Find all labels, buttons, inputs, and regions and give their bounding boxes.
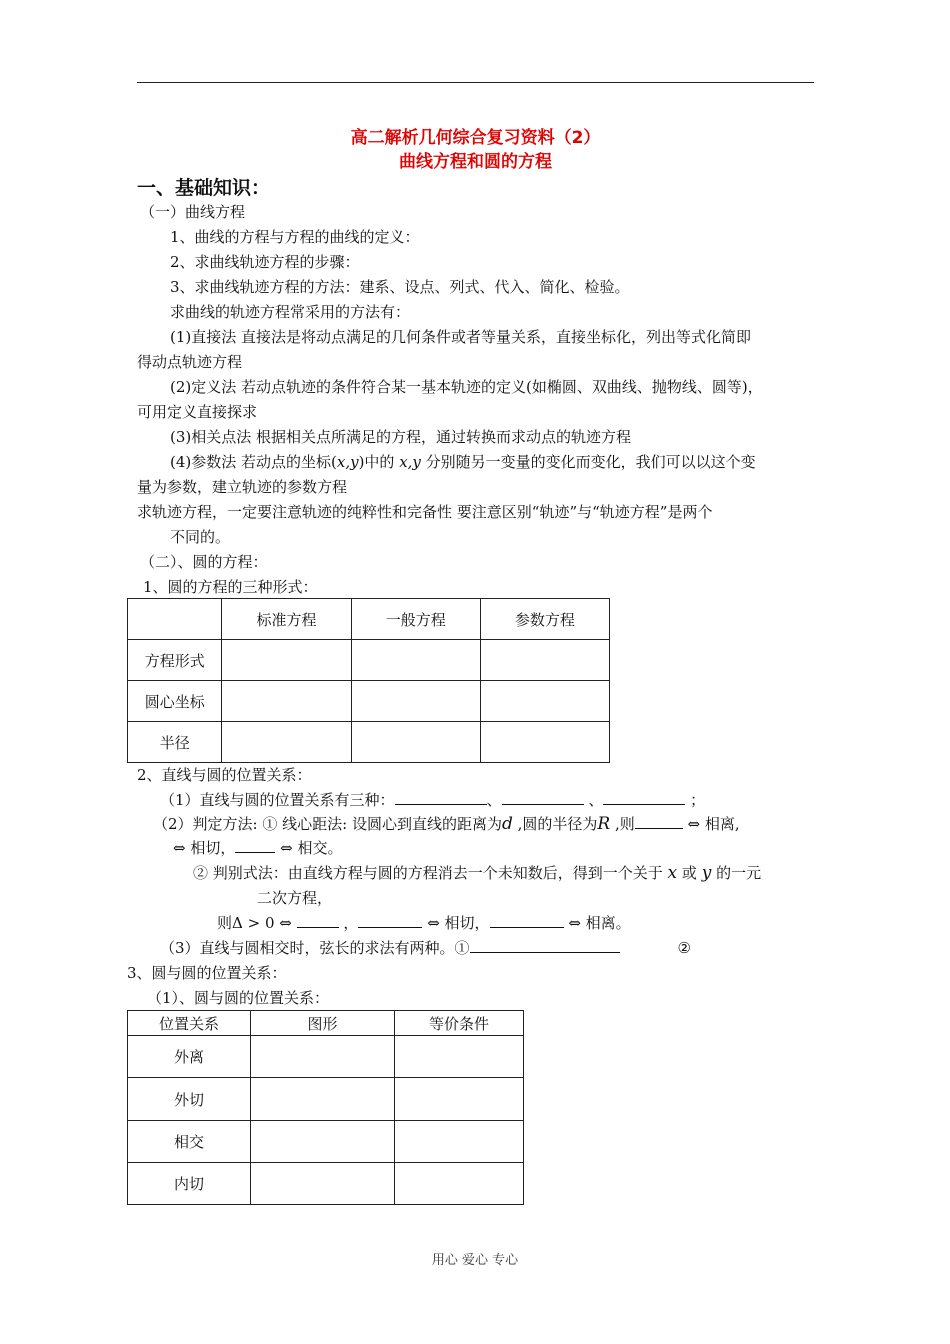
table1-cell — [480, 722, 609, 763]
table2-row-label: 相交 — [128, 1121, 251, 1163]
table1-cell — [480, 640, 609, 681]
circle-relations-table — [127, 1010, 524, 1205]
doc-title: 高二解析几何综合复习资料（2） — [350, 128, 601, 148]
blank — [490, 913, 564, 928]
table1-cell — [222, 681, 351, 722]
table2-row-label: 内切 — [128, 1163, 251, 1205]
blank — [358, 913, 422, 928]
var-d: d — [501, 814, 513, 834]
table2-row-label: 外切 — [128, 1078, 251, 1121]
discriminant-method-line3 — [217, 913, 631, 933]
discriminant-method-line2: 二次方程， — [257, 889, 333, 907]
text: ② 判别式法：由直线方程与圆的方程消去一个未知数后，得到一个关于 — [193, 864, 668, 882]
header-rule — [137, 82, 814, 83]
chord-length-line — [160, 938, 691, 958]
note-line2: 不同的。 — [170, 528, 231, 546]
text: 的一元 — [711, 864, 762, 882]
section-heading-basics: 一、基础知识： — [137, 177, 271, 199]
var-R: R — [597, 814, 611, 834]
xy-variable: x,y — [336, 453, 359, 471]
xy-variable-2: x,y — [399, 453, 421, 471]
table1-row-label: 半径 — [128, 722, 222, 763]
blank-2 — [502, 790, 584, 805]
method-definition-line1: (2)定义法 若动点轨迹的条件符合某一基本轨迹的定义(如椭圆、双曲线、抛物线、圆等)， — [170, 378, 763, 396]
distance-method-line2 — [173, 838, 342, 858]
table1-corner — [128, 599, 222, 640]
circle-forms-table — [127, 598, 610, 763]
table1-cell — [222, 640, 351, 681]
method-definition-line2: 可用定义直接探求 — [137, 403, 258, 421]
blank — [635, 814, 683, 829]
table2-header-figure: 图形 — [251, 1011, 395, 1036]
text: （1）直线与圆的位置关系有三种： — [160, 791, 395, 809]
text: 或 — [677, 864, 702, 882]
table2-cell — [251, 1163, 395, 1205]
table2-cell — [251, 1121, 395, 1163]
table1-cell — [480, 681, 609, 722]
table1-cell — [351, 722, 480, 763]
method-parameter-text-b: )中的 — [358, 453, 400, 471]
text: ⇔ 相交。 — [280, 839, 343, 857]
var-x: x — [667, 863, 678, 883]
line-circle-three-kinds — [160, 790, 705, 810]
sep: 、 — [583, 791, 604, 809]
method-parameter-text-c: 分别随另一变量的变化而变化，我们可以以这个变 — [420, 453, 756, 471]
item-2: 2、求曲线轨迹方程的步骤： — [170, 253, 360, 271]
table2-cell — [251, 1036, 395, 1078]
var-y: y — [701, 863, 712, 883]
item-1: 1、曲线的方程与方程的曲线的定义： — [170, 228, 420, 246]
table1-header-standard: 标准方程 — [222, 599, 351, 640]
subsection-curve-equation: （一）曲线方程 — [140, 203, 246, 221]
text: ,则 — [610, 815, 635, 833]
method-parameter-line2: 量为参数，建立轨迹的参数方程 — [137, 478, 348, 496]
text: ,圆的半径为 — [512, 815, 598, 833]
item-4: 求曲线的轨迹方程常采用的方法有： — [170, 303, 411, 321]
table1-header-general: 一般方程 — [351, 599, 480, 640]
method-parameter-line1 — [170, 452, 756, 472]
table2-row-label: 外离 — [128, 1036, 251, 1078]
distance-method-line — [153, 814, 740, 834]
table1-cell — [351, 681, 480, 722]
table2-cell — [395, 1121, 524, 1163]
circle-circle-sub: （1）、圆与圆的位置关系： — [147, 989, 330, 1007]
text: ⇔ 相切， — [173, 839, 236, 857]
table2-cell — [395, 1163, 524, 1205]
table2-header-relation: 位置关系 — [128, 1011, 251, 1036]
item-3: 3、求曲线轨迹方程的方法：建系、设点、列式、代入、简化、检验。 — [170, 278, 630, 296]
page-footer: 用心 爱心 专心 — [431, 1253, 519, 1268]
table1-row-label: 方程形式 — [128, 640, 222, 681]
table2-header-condition: 等价条件 — [395, 1011, 524, 1036]
text: ② — [677, 939, 691, 957]
text: ⇔ 相离, — [687, 815, 740, 833]
doc-subtitle: 曲线方程和圆的方程 — [399, 152, 552, 172]
text: （2）判定方法: ① 线心距法: 设圆心到直线的距离为 — [153, 815, 502, 833]
table2-cell — [251, 1078, 395, 1121]
table2-cell — [395, 1036, 524, 1078]
circle-circle-heading: 3、圆与圆的位置关系： — [127, 964, 287, 982]
table1-header-parametric: 参数方程 — [480, 599, 609, 640]
note-line1: 求轨迹方程，一定要注意轨迹的纯粹性和完备性 要注意区别“轨迹”与“轨迹方程”是两个 — [137, 503, 713, 521]
table1-row-label: 圆心坐标 — [128, 681, 222, 722]
blank-3 — [603, 790, 685, 805]
method-related-point: (3)相关点法 根据相关点所满足的方程，通过转换而求动点的轨迹方程 — [170, 428, 632, 446]
text: 则 — [217, 914, 233, 932]
line-circle-heading: 2、直线与圆的位置关系： — [137, 766, 312, 784]
text: ， — [343, 914, 359, 932]
table1-cell — [351, 640, 480, 681]
table1-cell — [222, 722, 351, 763]
text: ⇔ 相切， — [427, 914, 490, 932]
blank-1 — [395, 790, 487, 805]
discriminant-method-line1 — [193, 863, 761, 883]
blank — [297, 913, 339, 928]
method-parameter-text-a: (4)参数法 若动点的坐标( — [170, 453, 337, 471]
method-direct-line1: (1)直接法 直接法是将动点满足的几何条件或者等量关系，直接坐标化，列出等式化简即 — [170, 328, 752, 346]
subsection-circle-equation: （二）、圆的方程： — [140, 553, 268, 571]
table2-cell — [395, 1078, 524, 1121]
blank — [235, 838, 275, 853]
text: （3）直线与圆相交时，弦长的求法有两种。① — [160, 939, 470, 957]
circle-forms-label: 1、圆的方程的三种形式： — [143, 578, 318, 596]
method-direct-line2: 得动点轨迹方程 — [137, 353, 243, 371]
text: ⇔ 相离。 — [568, 914, 631, 932]
blank — [470, 938, 620, 953]
sep: 、 — [486, 791, 502, 809]
delta-condition: Δ > 0 ⇔ — [232, 914, 292, 932]
sep: ； — [685, 791, 706, 809]
